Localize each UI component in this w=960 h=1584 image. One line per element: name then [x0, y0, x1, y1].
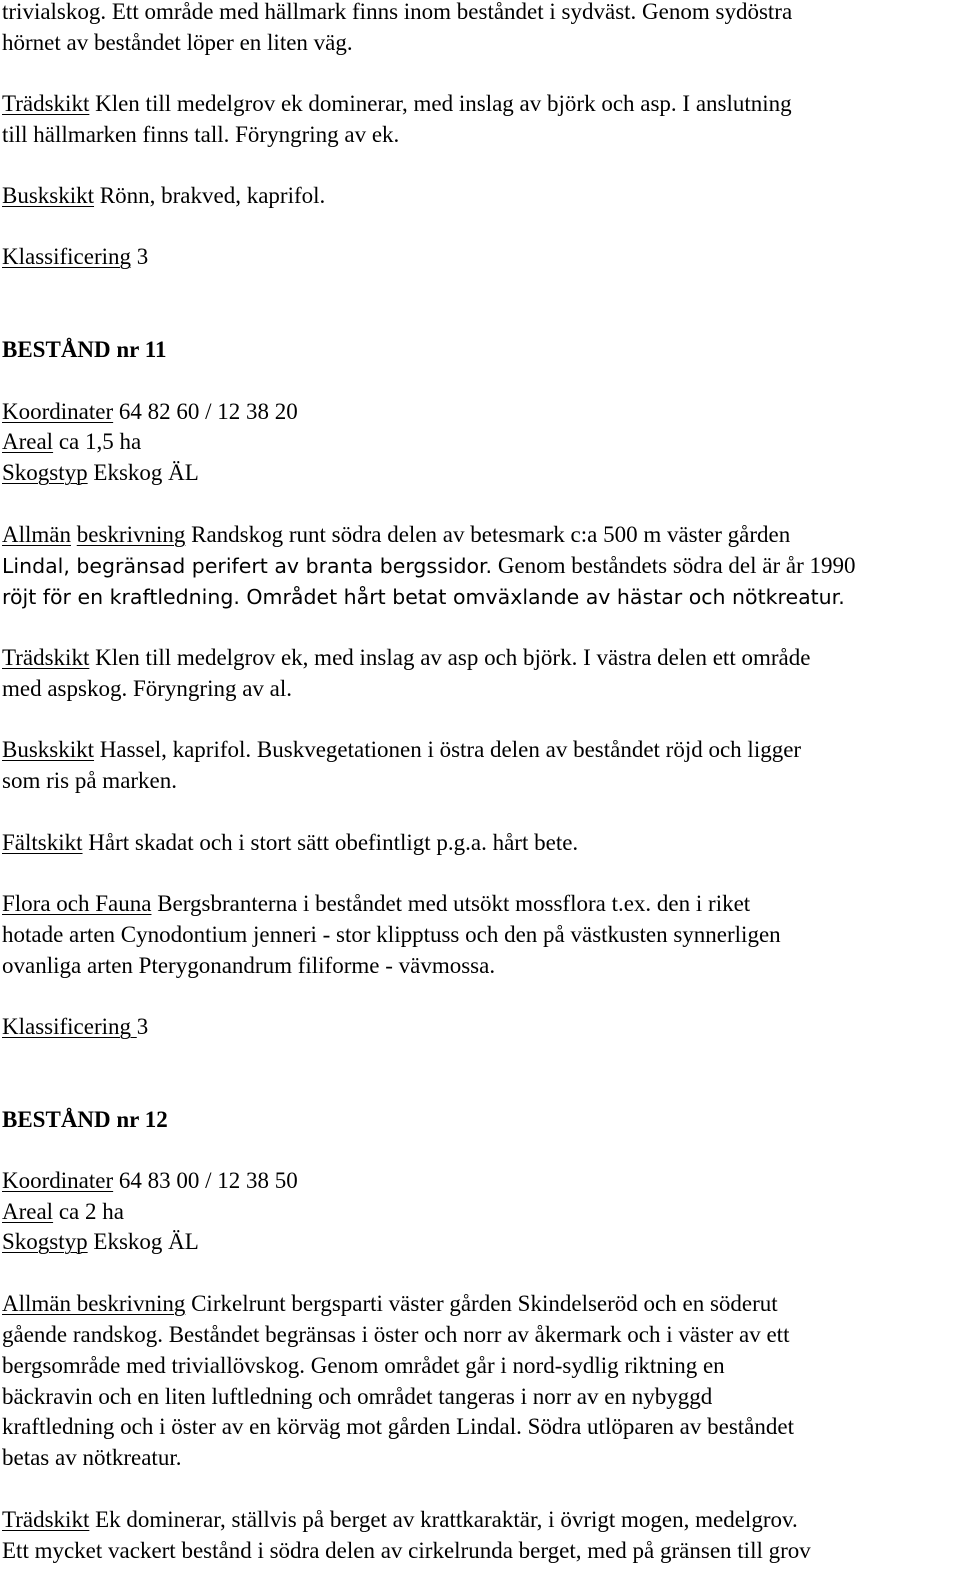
field-value: 3 — [136, 1014, 149, 1039]
field-tradskikt — [2, 642, 810, 673]
text: Genom beståndets södra del är år 1990 — [492, 553, 856, 578]
paragraph-line — [2, 950, 495, 981]
paragraph-line — [2, 1319, 789, 1350]
text: trivialskog. Ett område med hällmark finns inom beståndet i sydväst. Genom sydöstra — [2, 0, 793, 24]
field-value: Klen till medelgrov ek, med inslag av asp och björk. I västra delen ett område — [89, 645, 811, 670]
field-value: Hassel, kaprifol. Buskvegetationen i östra delen av beståndet röjd och ligger — [94, 737, 802, 762]
text: som ris på marken. — [2, 768, 178, 793]
field-label: Buskskikt — [2, 183, 95, 208]
field-value: 64 83 00 / 12 38 50 — [113, 1168, 298, 1193]
field-label: beskrivning — [76, 522, 186, 547]
paragraph-line — [2, 119, 399, 150]
field-value: ca 2 ha — [53, 1199, 124, 1224]
paragraph-line — [2, 1442, 181, 1473]
text: Ett mycket vackert bestånd i södra delen av cirkelrunda berget, med på gränsen till grov — [2, 1538, 811, 1563]
field-label: Trädskikt — [2, 91, 90, 116]
field-label: Flora och Fauna — [2, 891, 152, 916]
field-faltskikt — [2, 827, 578, 858]
paragraph-line — [2, 1350, 725, 1381]
field-skogstyp — [2, 1226, 199, 1257]
text: till hällmarken finns tall. Föryngring av ek. — [2, 122, 400, 147]
paragraph-line — [2, 27, 353, 58]
field-label: Areal — [2, 429, 54, 454]
text: hörnet av beståndet löper en liten väg. — [2, 30, 353, 55]
field-areal — [2, 426, 141, 457]
paragraph-line — [2, 581, 845, 613]
field-label: Trädskikt — [2, 645, 90, 670]
field-value: Ek dominerar, ställvis på berget av krattkaraktär, i övrigt mogen, medelgrov. — [89, 1507, 798, 1532]
field-label: Fältskikt — [2, 830, 83, 855]
field-koordinater — [2, 1165, 298, 1196]
field-allman-beskrivning — [2, 1288, 778, 1319]
text: röjt för en kraftledning. Området hårt betat omväxlande av hästar och nötkreatur. — [2, 585, 845, 609]
field-value: 3 — [131, 244, 149, 269]
field-label: Skogstyp — [2, 460, 88, 485]
paragraph-line — [2, 1381, 712, 1412]
field-value: Rönn, brakved, kaprifol. — [94, 183, 326, 208]
section-heading: BESTÅND nr 11 — [2, 337, 167, 362]
section-heading: BESTÅND nr 12 — [2, 1107, 168, 1132]
field-label: Allmän — [2, 522, 71, 547]
field-value: Ekskog ÄL — [87, 460, 199, 485]
paragraph-line — [2, 919, 781, 950]
paragraph-line — [2, 673, 292, 704]
field-flora-och-fauna — [2, 888, 750, 919]
text: kraftledning och i öster av en körväg mot gården Lindal. Södra utlöparen av beståndet — [2, 1414, 794, 1439]
paragraph-line — [2, 550, 856, 582]
field-buskskikt — [2, 180, 325, 211]
text: bergsområde med triviallövskog. Genom området går i nord-sydlig riktning en — [2, 1353, 725, 1378]
text: gående randskog. Beståndet begränsas i öster och norr av åkermark och i väster av ett — [2, 1322, 790, 1347]
field-label: Areal — [2, 1199, 54, 1224]
field-tradskikt — [2, 88, 792, 119]
field-value: 64 82 60 / 12 38 20 — [113, 399, 298, 424]
field-value: Klen till medelgrov ek dominerar, med inslag av björk och asp. I anslutning — [89, 91, 792, 116]
field-areal — [2, 1196, 124, 1227]
field-koordinater — [2, 396, 298, 427]
paragraph-line — [2, 0, 792, 27]
field-label: Koordinater — [2, 399, 114, 424]
text: hotade arten Cynodontium jenneri - stor klipptuss och den på västkusten synnerligen — [2, 922, 781, 947]
field-skogstyp — [2, 457, 199, 488]
field-tradskikt — [2, 1504, 798, 1535]
text: ovanliga arten Pterygonandrum filiforme - vävmossa. — [2, 953, 496, 978]
field-allman-beskrivning — [2, 519, 790, 550]
text: med aspskog. Föryngring av al. — [2, 676, 293, 701]
text: betas av nötkreatur. — [2, 1445, 182, 1470]
field-buskskikt — [2, 734, 801, 765]
field-value: Ekskog ÄL — [87, 1229, 199, 1254]
paragraph-line — [2, 765, 177, 796]
text: Lindal, begränsad perifert av branta bergssidor. — [2, 554, 493, 578]
field-value: Randskog runt södra delen av betesmark c:a 500 m väster gården — [185, 522, 791, 547]
field-klassificering — [2, 1011, 148, 1042]
paragraph-line — [2, 1535, 811, 1566]
field-label: Klassificering — [2, 1014, 137, 1039]
field-label: Allmän beskrivning — [2, 1291, 186, 1316]
field-label: Buskskikt — [2, 737, 95, 762]
field-value: Hårt skadat och i stort sätt obefintligt p.g.a. hårt bete. — [82, 830, 579, 855]
paragraph-line — [2, 1411, 794, 1442]
field-klassificering — [2, 241, 148, 272]
field-label: Skogstyp — [2, 1229, 88, 1254]
field-value: ca 1,5 ha — [53, 429, 142, 454]
field-label: Koordinater — [2, 1168, 114, 1193]
field-label: Klassificering — [2, 244, 132, 269]
field-value: Bergsbranterna i beståndet med utsökt mossflora t.ex. den i riket — [151, 891, 751, 916]
text: bäckravin och en liten luftledning och området tangeras i norr av en nybyggd — [2, 1384, 713, 1409]
field-label: Trädskikt — [2, 1507, 90, 1532]
field-value: Cirkelrunt bergsparti väster gården Skindelseröd och en söderut — [185, 1291, 778, 1316]
